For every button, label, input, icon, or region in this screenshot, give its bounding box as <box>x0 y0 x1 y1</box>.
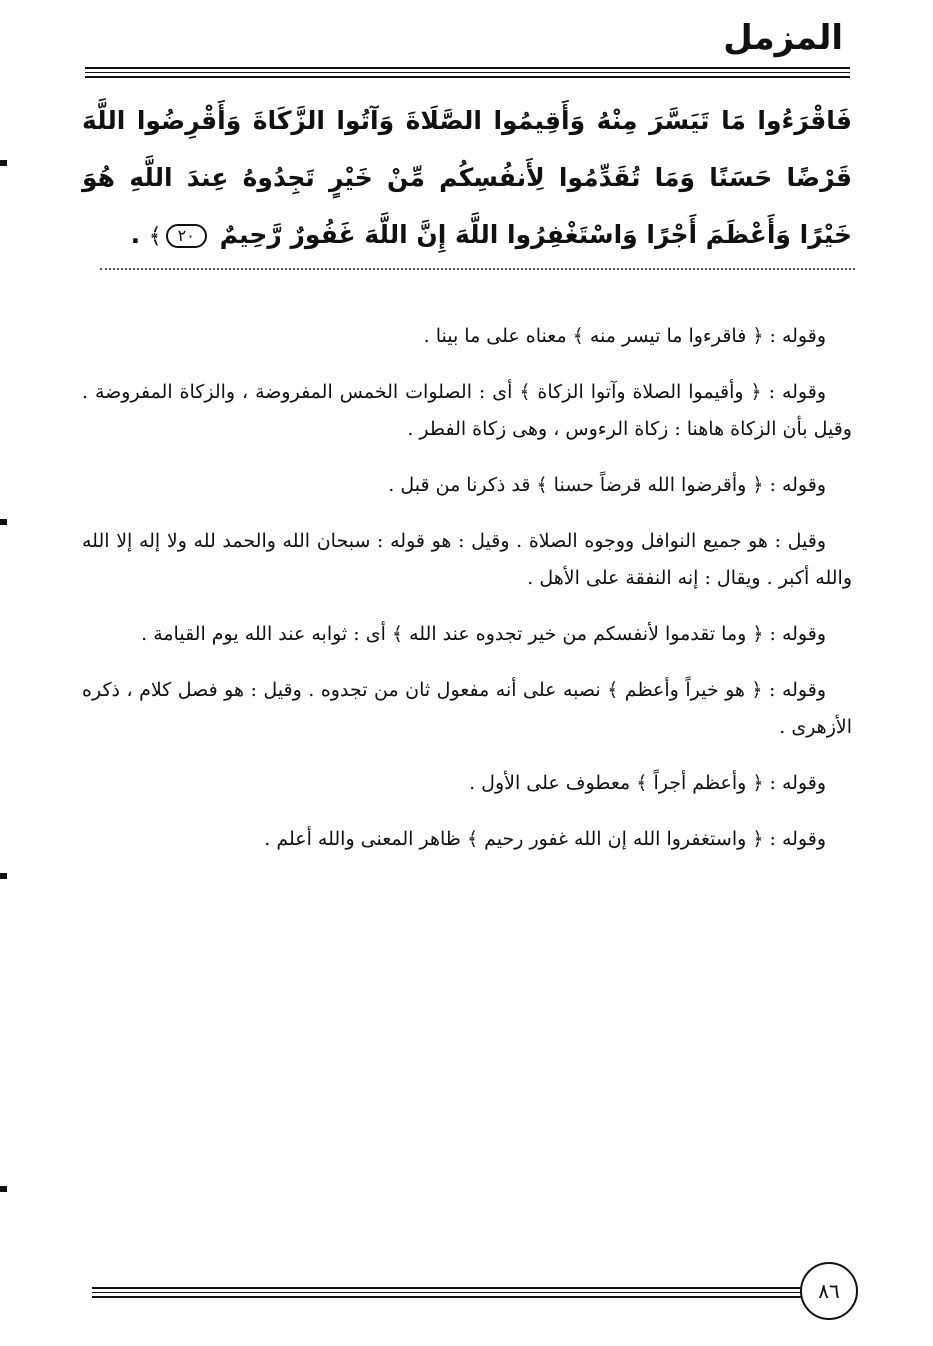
verse-line-2: تُقَدِّمُوا لِأَنفُسِكُم مِّنْ خَيْرٍ تَجِدُوهُ عِندَ اللَّهِ هُوَ خَيْرًا وَأَعْظَمَ أَجْرًا وَاسْتَغْفِرُوا اللَّهَ إِنَّ <box>82 163 852 249</box>
margin-mark <box>0 160 7 166</box>
commentary <box>82 318 852 877</box>
margin-mark <box>0 1186 7 1192</box>
header-rule <box>85 76 850 78</box>
header-rule <box>85 67 850 69</box>
verse-end-punct: . <box>130 220 141 249</box>
commentary-paragraph: وقيل : هو جميع النوافل ووجوه الصلاة . وقيل : هو قوله : سبحان الله والحمد لله ولا إله إلا الله والله أكبر . ويقال : إنه النفقة على الأهل . <box>82 530 852 589</box>
verse-line-3: اللَّهَ غَفُورٌ رَّحِيمٌ <box>219 220 408 249</box>
commentary-paragraph: وقوله : ﴿ وأقرضوا الله قرضاً حسنا ﴾ قد ذكرنا من قبل . <box>388 474 826 496</box>
footer-rule <box>92 1287 802 1289</box>
margin-mark <box>0 873 7 879</box>
commentary-paragraph: وقوله : ﴿ فاقرءوا ما تيسر منه ﴾ معناه على ما بينا . <box>423 325 826 347</box>
commentary-paragraph: وقوله : ﴿ وأعظم أجراً ﴾ معطوف على الأول . <box>469 772 826 794</box>
footer-rule <box>92 1296 802 1298</box>
header-rule <box>85 72 850 73</box>
margin-mark <box>0 519 7 525</box>
commentary-paragraph: وقوله : ﴿ وما تقدموا لأنفسكم من خير تجدوه عند الله ﴾ أى : ثوابه عند الله يوم القيامة . <box>141 623 826 645</box>
section-divider <box>100 268 855 270</box>
page-number: ٨٦ <box>800 1262 858 1320</box>
commentary-paragraph: وقوله : ﴿ هو خيراً وأعظم ﴾ نصبه على أنه مفعول ثان من تجدوه . وقيل : هو فصل كلام ، ذكره الأزهرى . <box>82 679 852 738</box>
verse-line-1: فَاقْرَءُوا مَا تَيَسَّرَ مِنْهُ وَأَقِيمُوا الصَّلَاةَ وَآتُوا الزَّكَاةَ وَأَقْرِضُوا اللَّهَ قَرْضًا حَسَنًا وَمَا <box>82 106 852 192</box>
footer-rule <box>92 1292 802 1293</box>
surah-title: المزمل <box>723 18 843 58</box>
verse-number: ٢٠ <box>166 224 207 248</box>
commentary-paragraph: وقوله : ﴿ وأقيموا الصلاة وآتوا الزكاة ﴾ أى : الصلوات الخمس المفروضة ، والزكاة المفروضة . وقيل بأن الزكاة هاهنا : زكاة الرءوس ، وهى زكاة الفطر . <box>82 381 852 440</box>
verse-end-ornament: ﴾ <box>148 224 162 249</box>
quran-verse <box>82 92 852 265</box>
commentary-paragraph: وقوله : ﴿ واستغفروا الله إن الله غفور رحيم ﴾ ظاهر المعنى والله أعلم . <box>264 828 826 850</box>
